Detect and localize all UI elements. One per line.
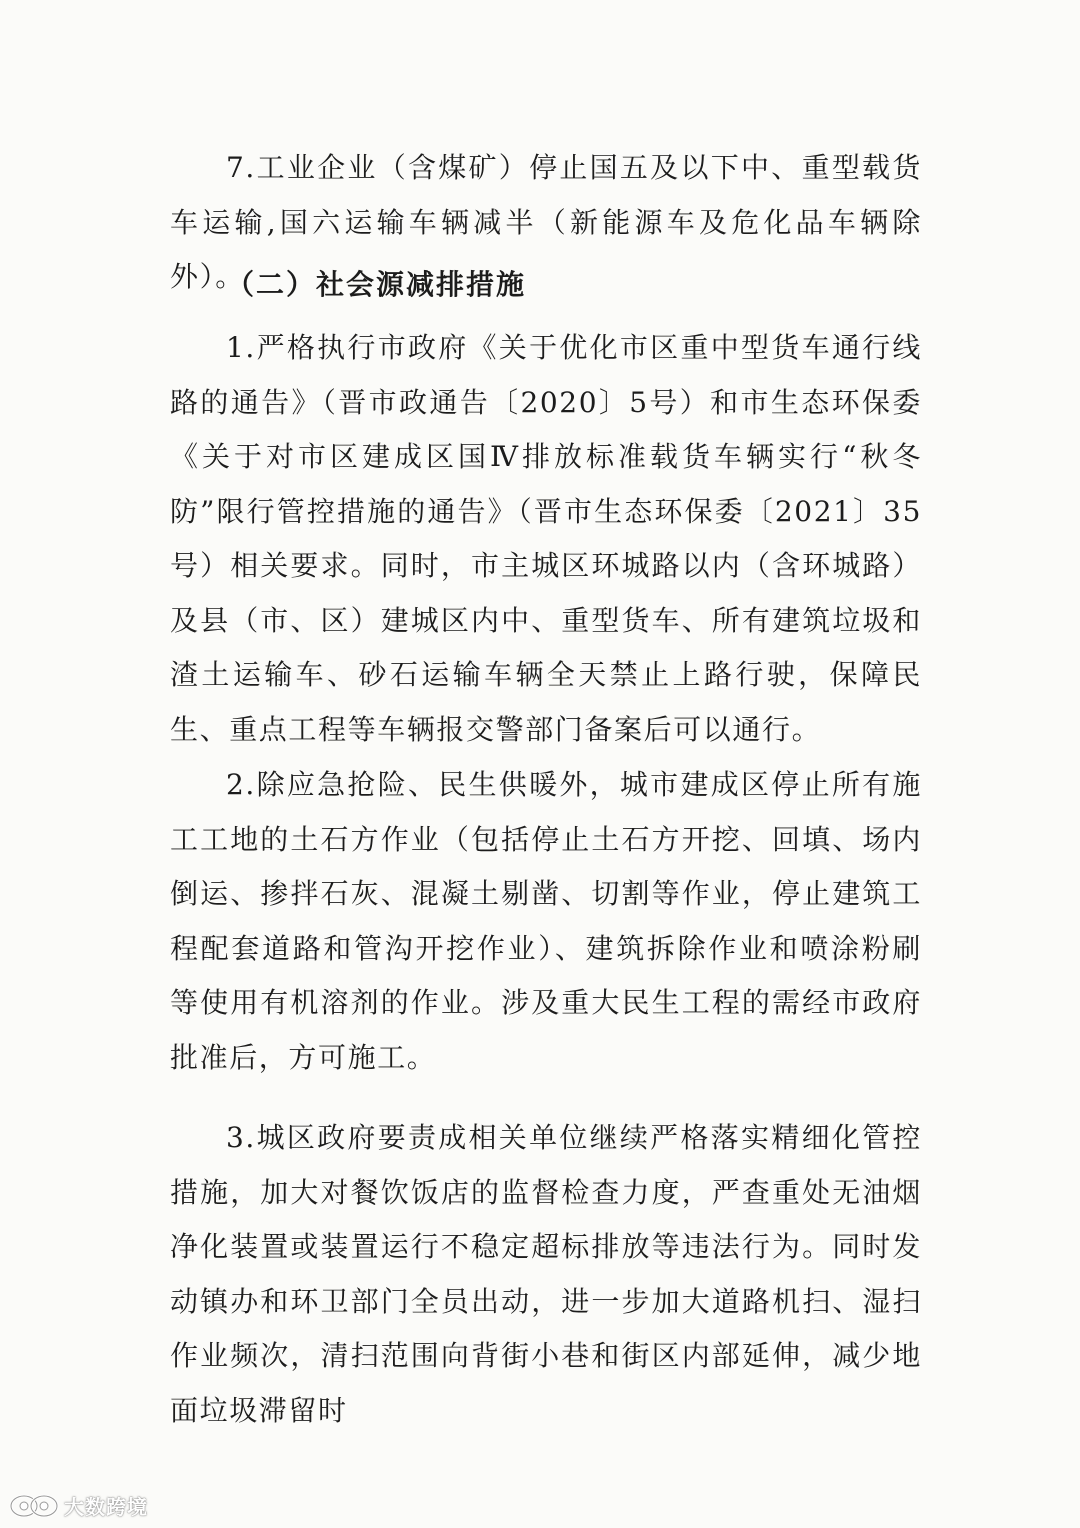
weibo-eye-icon	[8, 1490, 60, 1520]
paragraph-7: 7.工业企业（含煤矿）停止国五及以下中、重型载货车运输,国六运输车辆减半（新能源车及危化品车辆除外）。	[170, 151, 922, 293]
paragraph-3: 3.城区政府要责成相关单位继续严格落实精细化管控措施，加大对餐饮饭店的监督检查力度，严查重处无油烟净化装置或装置运行不稳定超标排放等违法行为。同时发动镇办和环卫部门全员出动，进一步加大道路机扫、湿扫作业频次，清扫范围向背街小巷和街区内部延伸，减少地面垃圾滞留时	[170, 1121, 922, 1427]
watermark	[8, 1490, 148, 1520]
watermark-text: 大数跨境	[64, 1494, 148, 1519]
section-heading: （二）社会源减排措施	[226, 268, 527, 301]
paragraph-1: 1.严格执行市政府《关于优化市区重中型货车通行线路的通告》（晋市政通告〔2020〕5号）和市生态环保委《关于对市区建成区国Ⅳ排放标准载货车辆实行“秋冬防”限行管控措施的通告》（晋市生态环保委〔2021〕35号）相关要求。同时，市主城区环城路以内（含环城路）及县（市、区）建城区内中、重型货车、所有建筑垃圾和渣土运输车、砂石运输车辆全天禁止上路行驶，保障民生、重点工程等车辆报交警部门备案后可以通行。	[170, 331, 922, 746]
paragraph-2: 2.除应急抢险、民生供暖外，城市建成区停止所有施工工地的土石方作业（包括停止土石方开挖、回填、场内倒运、掺拌石灰、混凝土剔凿、切割等作业，停止建筑工程配套道路和管沟开挖作业）、建筑拆除作业和喷涂粉刷等使用有机溶剂的作业。涉及重大民生工程的需经市政府批准后，方可施工。	[170, 768, 922, 1074]
